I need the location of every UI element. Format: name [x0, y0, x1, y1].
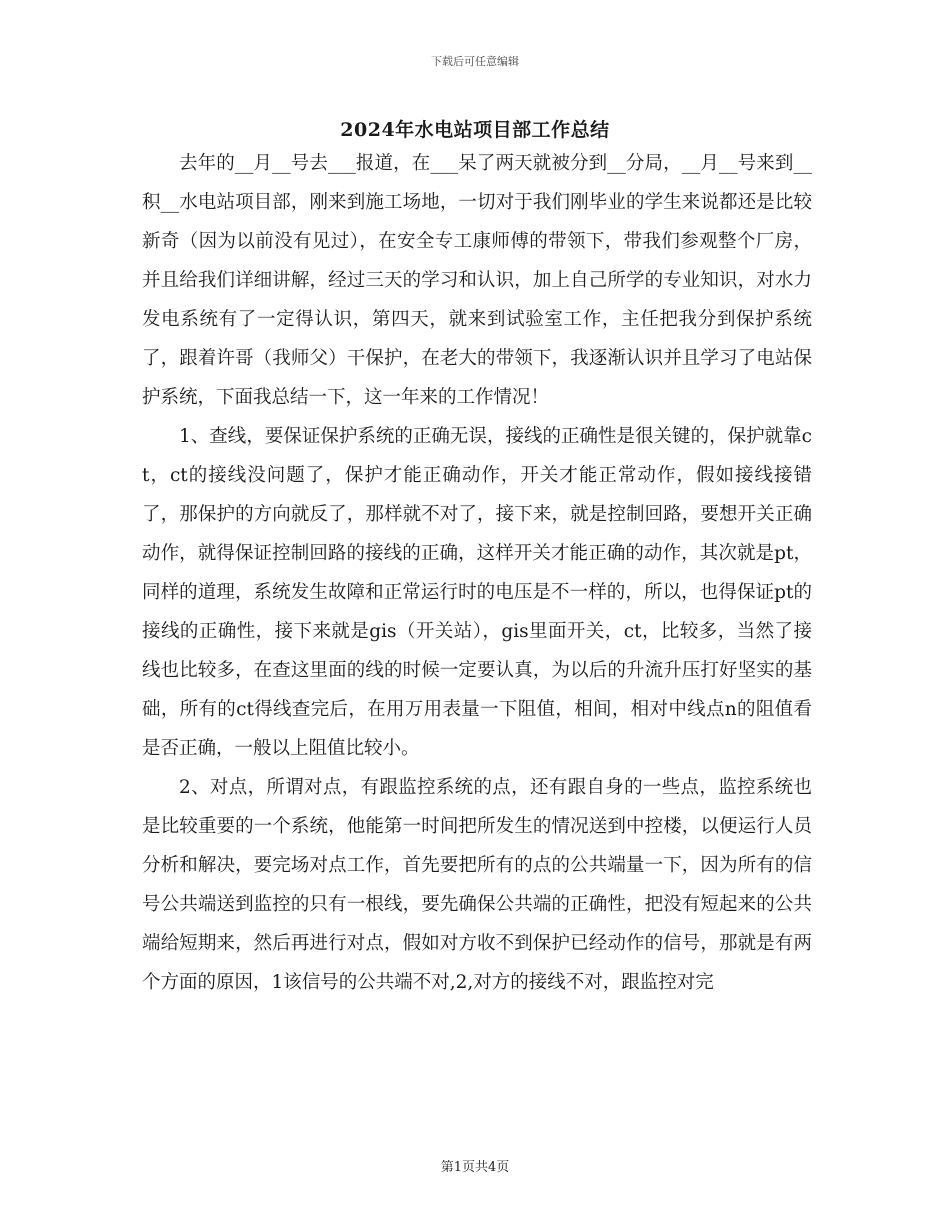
- page-number: 第1页共4页: [440, 1160, 510, 1175]
- paragraph-wiring-check: 1、查线，要保证保护系统的正确无误，接线的正确性是很关键的，保护就靠ct，ct的接线没问题了，保护才能正确动作，开关才能正常动作，假如接线接错了，那保护的方向就反了，那样就不对了，接下来，就是控制回路，要想开关正确动作，就得保证控制回路的接线的正确，这样开关才能正确的动作，其次就是pt，同样的道理，系统发生故障和正常运行时的电压是不一样的，所以，也得保证pt的接线的正确性，接下来就是gis（开关站），gis里面开关，ct，比较多，当然了接线也比较多，在查这里面的线的时候一定要认真，为以后的升流升压打好坚实的基础，所有的ct得线查完后，在用万用表量一下阻值，相间，相对中线点n的阻值看是否正确，一般以上阻值比较小。: [142, 426, 812, 759]
- document-title: 2024年水电站项目部工作总结: [340, 119, 610, 141]
- paragraph-point-check: 2、对点，所谓对点，有跟监控系统的点，还有跟自身的一些点，监控系统也是比较重要的一个系统，他能第一时间把所发生的情况送到中控楼，以便运行人员分析和解决，要完场对点工作，首先要把所有的点的公共端量一下，因为所有的信号公共端送到监控的只有一根线，要先确保公共端的正确性，把没有短起来的公共端给短期来，然后再进行对点，假如对方收不到保护已经动作的信号，那就是有两个方面的原因，1该信号的公共端不对,2,对方的接线不对，跟监控对完: [142, 777, 812, 993]
- paragraph-intro: 去年的__月__号去___报道，在___呆了两天就被分到__分局，__月__号来到__积__水电站项目部，刚来到施工场地，一切对于我们刚毕业的学生来说都还是比较新奇（因为以前没有见过），在安全专工康师傅的带领下，带我们参观整个厂房，并且给我们详细讲解，经过三天的学习和认识，加上自己所学的专业知识，对水力发电系统有了一定得认识，第四天，就来到试验室工作，主任把我分到保护系统了，跟着许哥（我师父）干保护，在老大的带领下，我逐渐认识并且学习了电站保护系统，下面我总结一下，这一年来的工作情况！: [142, 153, 812, 408]
- document-body: [142, 144, 812, 1002]
- page-header-note: 下载后可任意编辑: [431, 55, 519, 68]
